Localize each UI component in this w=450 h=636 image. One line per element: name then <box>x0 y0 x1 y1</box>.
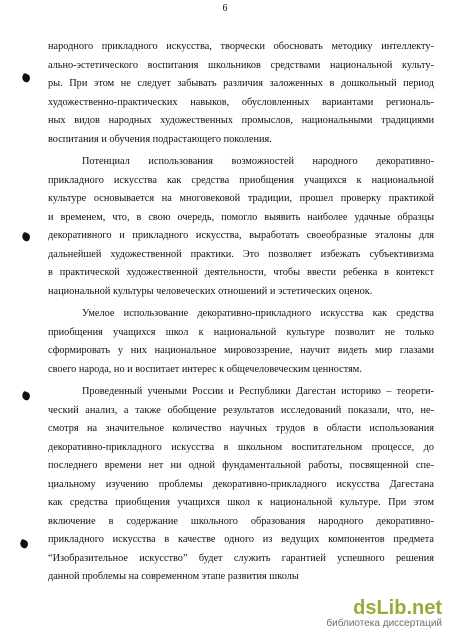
text-line: художественно-практических навыков, обусловленных вариантами региональ- <box>48 96 434 108</box>
text-line: циальному изучению проблемы декоративно-прикладного искусства Дагестана <box>48 478 434 490</box>
scan-spot-mark <box>21 232 32 243</box>
text-line: приобщения учащихся школ к национальной культуре позволит не только <box>48 326 434 338</box>
text-line: своего народа, но и воспитает интерес к общечеловеческим ценностям. <box>48 363 362 375</box>
text-line: воспитания и обучения подрастающего поколения. <box>48 133 272 145</box>
text-line: ально-эстетического воспитания школьников средствами национальной культу- <box>48 59 434 71</box>
text-line: в практической художественной деятельности, чтобы ввести ребенка в контекст <box>48 267 434 278</box>
text-line: и временем, что, в свою очередь, помогло выявить наиболее удачные образцы <box>48 211 434 223</box>
text-line: последнего времени нет ни одной фундаментальной работы, посвященной спе- <box>48 460 434 471</box>
text-line: ческий анализ, а также обобщение результатов исследований показали, что, не- <box>48 404 434 416</box>
text-line: ры. При этом не следует забывать различия заложенных в дошкольный период <box>48 78 434 89</box>
text-line: Умелое использование декоративно-прикладного искусства как средства <box>82 308 434 319</box>
text-line: народного прикладного искусства, творчески обосновать методику интеллекту- <box>48 41 434 52</box>
text-line: данной проблемы на современном этапе развития школы <box>48 571 299 582</box>
text-line: включение в содержание школьного образования народного декоративно- <box>48 515 434 527</box>
watermark-logo <box>326 598 442 630</box>
text-line: смотря на значительное количество научных трудов в области использования <box>48 423 434 434</box>
text-line: дальнейшей художественной практики. Это позволяет избежать субъективизма <box>48 248 434 260</box>
text-line: культуре основывается на многовековой традиции, прошел проверку практикой <box>48 193 434 204</box>
text-line: Проведенный учеными России и Республики Дагестан историко – теорети- <box>82 386 434 397</box>
page-number: 6 <box>222 3 228 14</box>
text-line: прикладного искусства в качестве одного из ведущих компонентов предмета <box>48 534 434 545</box>
scan-spot-mark <box>21 73 32 84</box>
scan-spot-mark <box>21 391 32 402</box>
text-line: ных видов народных художественных промыслов, национальными традициями <box>48 115 434 126</box>
watermark-subtitle: библиотека диссертаций <box>326 618 442 629</box>
scan-spot-mark <box>19 539 30 550</box>
text-line: прикладного искусства как средства приобщения учащихся к национальной <box>48 174 434 186</box>
text-line: сформировать у них национальное мировоззрение, научит видеть мир глазами <box>48 345 434 356</box>
text-line: национальной культуры человеческих отношений и эстетических оценок. <box>48 285 373 297</box>
text-line: Потенциал использования возможностей народного декоративно- <box>82 156 434 167</box>
text-line: декоративно-прикладного искусства в школьном воспитательном процессе, до <box>48 441 434 453</box>
text-line: как средства приобщения учащихся школ к национальной культуре. При этом <box>48 497 434 508</box>
page-text <box>48 38 434 587</box>
watermark-brand: dsLib.net <box>353 597 442 619</box>
text-line: “Изобразительное искусство” будет служить гарантией успешного решения <box>48 552 434 564</box>
text-line: декоративного и прикладного искусства, выработать своеобразные эталоны для <box>48 230 434 241</box>
